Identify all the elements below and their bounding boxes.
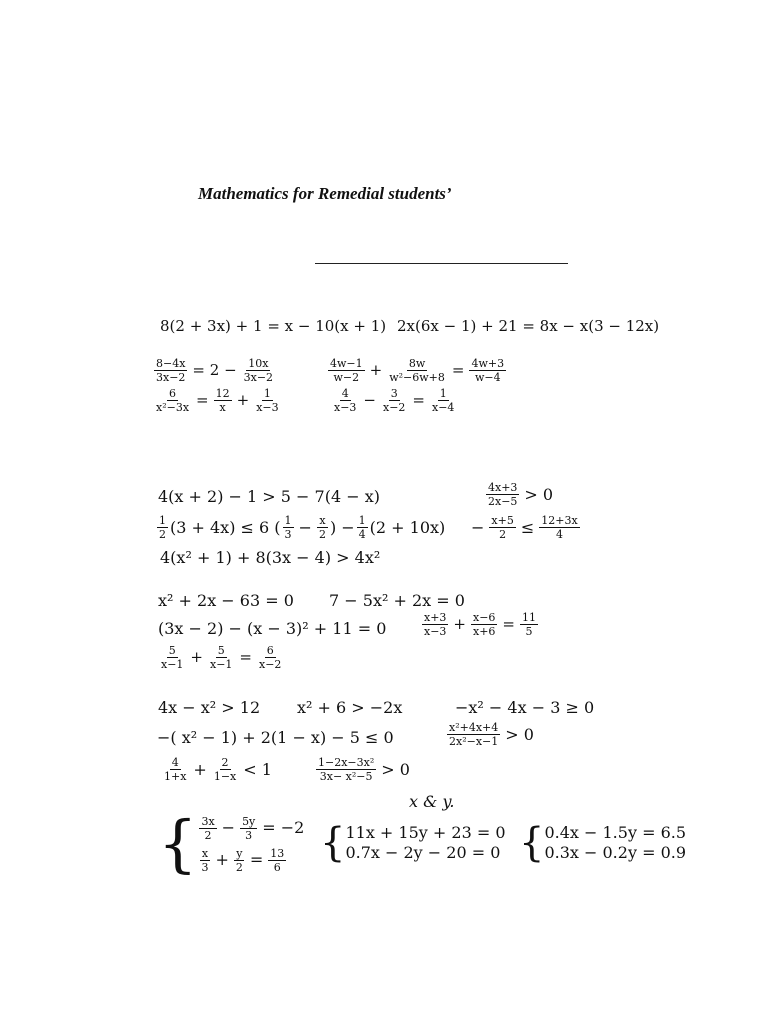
denominator: w−4 bbox=[474, 371, 501, 384]
equation-rational-1 bbox=[152, 358, 277, 383]
operator: = bbox=[412, 391, 425, 409]
denominator: x²−3x bbox=[156, 401, 190, 414]
numerator: x bbox=[319, 514, 326, 527]
denominator: 6 bbox=[273, 860, 281, 874]
denominator: 3 bbox=[245, 828, 253, 842]
operator: = bbox=[249, 850, 264, 869]
operator: ≤ bbox=[520, 517, 535, 537]
inequality-2 bbox=[484, 482, 556, 507]
operator: − bbox=[471, 517, 485, 537]
expression: (3 + 4x) ≤ 6 ( bbox=[170, 517, 281, 537]
numerator: x−6 bbox=[473, 611, 496, 624]
operator: + bbox=[190, 648, 203, 666]
name-underline bbox=[315, 263, 568, 264]
operator: < 1 bbox=[243, 759, 272, 779]
operator: − bbox=[298, 517, 312, 537]
denominator: w²−6w+8 bbox=[389, 371, 445, 384]
quadratic-5 bbox=[157, 645, 285, 670]
denominator: 3x−2 bbox=[156, 371, 186, 384]
numerator: 2 bbox=[221, 756, 229, 769]
denominator: x−3 bbox=[424, 625, 447, 638]
numerator: x bbox=[201, 846, 209, 860]
quad-inequality-c: −x² − 4x − 3 ≥ 0 bbox=[455, 698, 595, 717]
quadratic-2: 7 − 5x² + 2x = 0 bbox=[329, 591, 465, 610]
operator: − bbox=[221, 818, 236, 837]
quad-inequality-e bbox=[445, 722, 537, 747]
system-3-line-2: 0.3x − 0.2y = 0.9 bbox=[544, 843, 687, 862]
system-1-line-2 bbox=[197, 844, 307, 876]
numerator: 5 bbox=[168, 644, 176, 657]
system-3-line-1: 0.4x − 1.5y = 6.5 bbox=[544, 823, 687, 842]
inequality-4 bbox=[468, 515, 582, 540]
numerator: 1 bbox=[358, 514, 366, 527]
operator: = −2 bbox=[262, 818, 305, 837]
denominator: 4 bbox=[358, 528, 366, 541]
operator: + bbox=[369, 361, 383, 379]
denominator: 4 bbox=[555, 528, 563, 541]
system-2 bbox=[320, 820, 506, 866]
denominator: x−3 bbox=[334, 401, 357, 414]
denominator: 3 bbox=[284, 528, 292, 541]
denominator: x−4 bbox=[432, 401, 455, 414]
denominator: 3x− x²−5 bbox=[319, 770, 373, 783]
numerator: 5y bbox=[242, 814, 256, 828]
operator: > 0 bbox=[524, 484, 554, 504]
inequality-1: 4(x + 2) − 1 > 5 − 7(4 − x) bbox=[158, 487, 380, 506]
numerator: 10x bbox=[248, 357, 269, 370]
operator: − bbox=[363, 391, 376, 409]
quadratic-3: (3x − 2) − (x − 3)² + 11 = 0 bbox=[158, 619, 387, 638]
numerator: 1 bbox=[263, 387, 271, 400]
denominator: 5 bbox=[525, 625, 533, 638]
denominator: x bbox=[219, 401, 226, 414]
denominator: x−1 bbox=[161, 658, 184, 671]
numerator: 1 bbox=[439, 387, 447, 400]
system-1 bbox=[158, 807, 307, 880]
left-brace: { bbox=[158, 807, 198, 880]
quad-inequality-f bbox=[160, 757, 275, 782]
variables-label: x & y. bbox=[409, 792, 455, 811]
left-brace: { bbox=[320, 820, 346, 866]
denominator: 2 bbox=[159, 528, 166, 541]
numerator: 4w−1 bbox=[330, 357, 363, 370]
numerator: 1 bbox=[159, 514, 166, 527]
denominator: x−3 bbox=[256, 401, 279, 414]
operator: = bbox=[196, 391, 209, 409]
numerator: 6 bbox=[169, 387, 177, 400]
left-brace: { bbox=[519, 820, 545, 866]
numerator: 12 bbox=[215, 387, 230, 400]
operator: + bbox=[453, 615, 466, 633]
denominator: 1−x bbox=[213, 770, 237, 783]
denominator: 2x²−x−1 bbox=[449, 735, 499, 748]
numerator: 8w bbox=[408, 357, 426, 370]
numerator: x+5 bbox=[491, 514, 514, 527]
numerator: 4x+3 bbox=[488, 481, 518, 494]
denominator: w−2 bbox=[333, 371, 360, 384]
inequality-5: 4(x² + 1) + 8(3x − 4) > 4x² bbox=[160, 548, 381, 567]
equation-rational-2 bbox=[326, 358, 508, 383]
operator: + bbox=[215, 850, 229, 869]
inequality-3 bbox=[155, 515, 445, 540]
quadratic-1: x² + 2x − 63 = 0 bbox=[158, 591, 294, 610]
quad-inequality-d: −( x² − 1) + 2(1 − x) − 5 ≤ 0 bbox=[157, 728, 394, 747]
operator: = bbox=[502, 615, 515, 633]
denominator: 2x−5 bbox=[488, 495, 518, 508]
numerator: y bbox=[236, 846, 243, 860]
denominator: 2 bbox=[318, 528, 326, 541]
numerator: 12+3x bbox=[541, 514, 578, 527]
equation-rational-4 bbox=[330, 388, 458, 413]
denominator: 2 bbox=[235, 860, 243, 874]
numerator: 6 bbox=[266, 644, 274, 657]
operator: = bbox=[239, 648, 252, 666]
denominator: 1+x bbox=[164, 770, 187, 783]
numerator: 4w+3 bbox=[471, 357, 505, 370]
numerator: 1−2x−3x² bbox=[318, 756, 375, 769]
denominator: x−2 bbox=[259, 658, 282, 671]
operator: = bbox=[451, 361, 465, 379]
system-3 bbox=[519, 820, 687, 866]
expression: ) − bbox=[329, 517, 355, 537]
numerator: x²+4x+4 bbox=[449, 721, 499, 734]
numerator: 4 bbox=[341, 387, 349, 400]
denominator: 3 bbox=[201, 860, 209, 874]
numerator: 4 bbox=[171, 756, 179, 769]
denominator: 3x−2 bbox=[243, 371, 274, 384]
page-title: Mathematics for Remedial students’ bbox=[198, 184, 452, 203]
system-2-line-2: 0.7x − 2y − 20 = 0 bbox=[345, 843, 501, 862]
quad-inequality-a: 4x − x² > 12 bbox=[158, 698, 261, 717]
expression: (2 + 10x) bbox=[369, 517, 446, 537]
numerator: 3 bbox=[390, 387, 398, 400]
denominator: x+6 bbox=[473, 625, 496, 638]
system-1-line-1 bbox=[197, 812, 307, 844]
numerator: 11 bbox=[522, 611, 536, 624]
quadratic-4 bbox=[420, 612, 540, 637]
equation-linear-1: 8(2 + 3x) + 1 = x − 10(x + 1) bbox=[160, 317, 387, 335]
quad-inequality-b: x² + 6 > −2x bbox=[297, 698, 403, 717]
numerator: 13 bbox=[270, 846, 285, 860]
denominator: 2 bbox=[204, 828, 212, 842]
denominator: x−1 bbox=[210, 658, 233, 671]
numerator: x+3 bbox=[424, 611, 447, 624]
operator: + bbox=[236, 391, 250, 409]
numerator: 5 bbox=[217, 644, 225, 657]
numerator: 1 bbox=[284, 514, 292, 527]
numerator: 8−4x bbox=[156, 357, 186, 370]
operator: > 0 bbox=[381, 759, 410, 779]
operator: > 0 bbox=[505, 724, 534, 744]
system-2-line-1: 11x + 15y + 23 = 0 bbox=[345, 823, 506, 842]
equation-linear-2: 2x(6x − 1) + 21 = 8x − x(3 − 12x) bbox=[397, 317, 660, 335]
denominator: x−2 bbox=[383, 401, 406, 414]
operator: + bbox=[193, 759, 207, 779]
quad-inequality-g bbox=[314, 757, 413, 782]
operator: = 2 − bbox=[192, 361, 237, 379]
equation-rational-3 bbox=[152, 388, 283, 413]
denominator: 2 bbox=[499, 528, 507, 541]
numerator: 3x bbox=[201, 814, 215, 828]
